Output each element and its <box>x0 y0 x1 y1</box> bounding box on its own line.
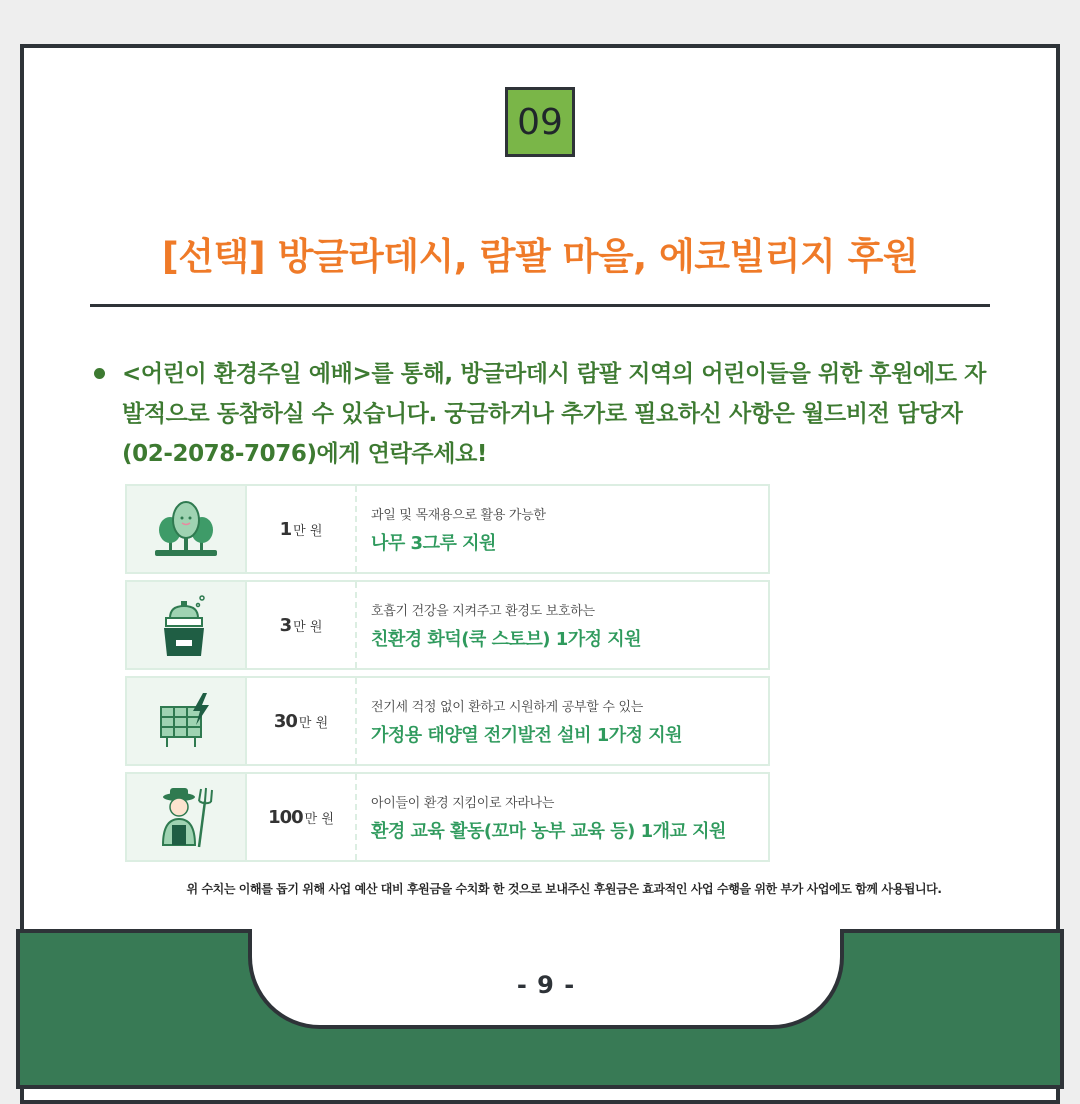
amount-unit: 만 원 <box>298 715 329 731</box>
amount-value: 30 <box>273 710 297 732</box>
title-divider <box>90 304 990 307</box>
row-title: 가정용 태양열 전기발전 설비 1가정 지원 <box>371 724 683 746</box>
amount-unit: 만 원 <box>304 811 334 827</box>
amount-value: 3 <box>279 614 292 636</box>
cookstove-icon <box>127 582 247 668</box>
row-subtitle: 과일 및 목재용으로 활용 가능한 <box>371 507 546 523</box>
farmer-icon <box>127 774 247 860</box>
footnote: 위 수치는 이해를 돕기 위해 사업 예산 대비 후원금을 수치화 한 것으로 보내주신 후원금은 효과적인 사업 수행을 위한 부가 사업에도 함께 사용됩니다. <box>186 882 942 896</box>
amount-unit: 만 원 <box>293 619 323 635</box>
bullet-icon <box>94 368 105 379</box>
row-subtitle: 호흡기 건강을 지켜주고 환경도 보호하는 <box>371 603 595 619</box>
amount-unit: 만 원 <box>293 523 323 539</box>
donation-table <box>125 484 770 868</box>
section-number-badge: 09 <box>505 87 575 157</box>
donation-row <box>125 580 770 670</box>
solar-panel-icon <box>127 678 247 764</box>
donation-row <box>125 676 770 766</box>
row-subtitle: 전기세 걱정 없이 환하고 시원하게 공부할 수 있는 <box>371 699 643 715</box>
donation-row <box>125 772 770 862</box>
amount-value: 100 <box>268 806 303 828</box>
amount-value: 1 <box>279 518 292 540</box>
row-subtitle: 아이들이 환경 지킴이로 자라나는 <box>371 795 555 811</box>
row-title: 나무 3그루 지원 <box>371 532 496 554</box>
page-title: [선택] 방글라데시, 람팔 마을, 에코빌리지 후원 <box>161 235 919 278</box>
row-title: 환경 교육 활동(꼬마 농부 교육 등) 1개교 지원 <box>371 820 726 842</box>
body-paragraph: <어린이 환경주일 예배>를 통해, 방글라데시 람팔 지역의 어린이들을 위한 후원에도 자발적으로 동참하실 수 있습니다. 궁금하거나 추가로 필요하신 사항은 월드비전 담당자(02-2078-7076)에게 연락주세요! <box>122 361 986 467</box>
page-number-tab <box>248 925 844 1029</box>
tree-icon <box>127 486 247 572</box>
row-title: 친환경 화덕(쿡 스토브) 1가정 지원 <box>371 628 642 650</box>
page-number: - 9 - <box>516 971 576 999</box>
donation-row <box>125 484 770 574</box>
